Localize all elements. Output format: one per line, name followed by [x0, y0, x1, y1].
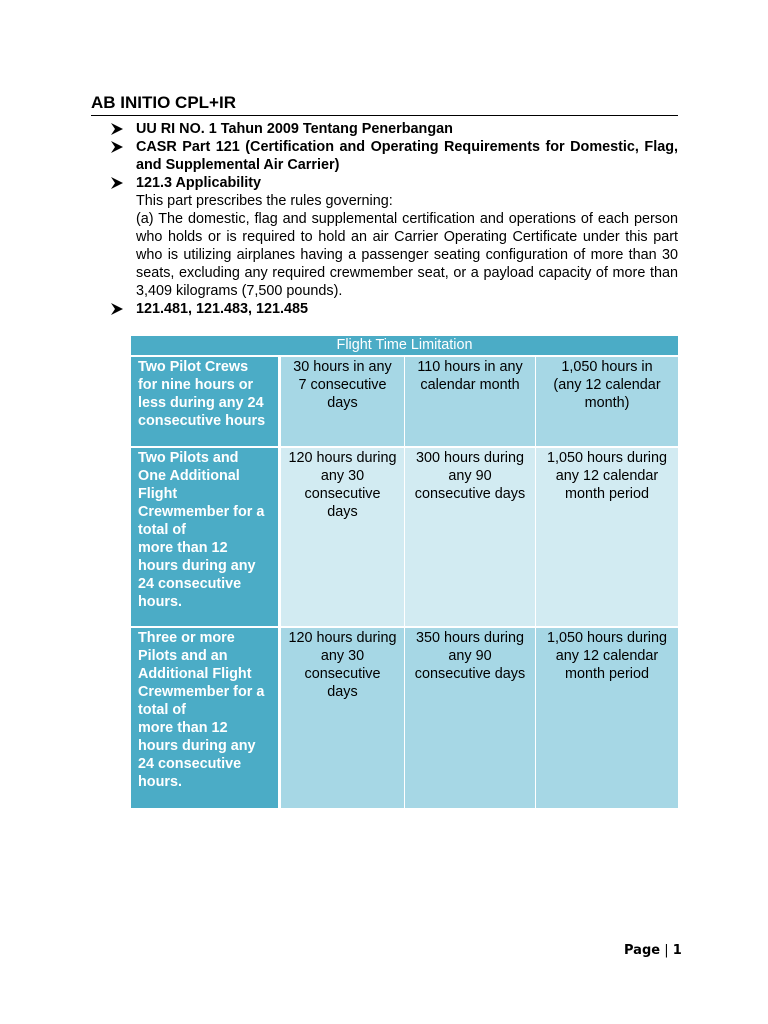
- row-header: Three or more Pilots and an Additional Flight Crewmember for a total of more than 12 hours during any 24 consecutive hours.: [131, 628, 281, 808]
- arrowhead-bullet-icon: [110, 303, 124, 315]
- table-row: [131, 357, 678, 448]
- table-cell: 1,050 hours during any 12 calendar month period: [536, 628, 678, 808]
- page-number: 1: [672, 943, 682, 958]
- list-item: [110, 174, 678, 300]
- bullet-text: CASR Part 121 (Certification and Operating Requirements for Domestic, Flag, and Supplemental Air Carrier): [136, 139, 678, 173]
- arrowhead-bullet-icon: [110, 123, 124, 135]
- document-title: AB INITIO CPL+IR: [91, 92, 678, 116]
- table-cell: 30 hours in any 7 consecutive days: [281, 357, 405, 448]
- table-cell: 1,050 hours during any 12 calendar month period: [536, 448, 678, 628]
- page-footer: [624, 941, 682, 961]
- table-cell: 350 hours during any 90 consecutive days: [405, 628, 536, 808]
- bullet-list: [110, 120, 678, 318]
- table-cell: 120 hours during any 30 consecutive days: [281, 628, 405, 808]
- row-header: Two Pilot Crews for nine hours or less during any 24 consecutive hours: [131, 357, 281, 448]
- table-cell: 1,050 hours in (any 12 calendar month): [536, 357, 678, 448]
- list-item: [110, 138, 678, 174]
- row-header: Two Pilots and One Additional Flight Crewmember for a total of more than 12 hours during any 24 consecutive hours.: [131, 448, 281, 628]
- bullet-text: UU RI NO. 1 Tahun 2009 Tentang Penerbangan: [136, 121, 453, 137]
- table-cell: 300 hours during any 90 consecutive days: [405, 448, 536, 628]
- arrowhead-bullet-icon: [110, 177, 124, 189]
- page-separator: |: [664, 943, 669, 958]
- table-caption: Flight Time Limitation: [131, 336, 678, 357]
- bullet-text: 121.481, 121.483, 121.485: [136, 301, 309, 317]
- section-body: (a) The domestic, flag and supplemental certification and operations of each person who holds or is required to hold an air Carrier Operating Certificate under this part who is utilizing airplanes having a passenger seating configuration of more than 30 seats, excluding any required crewmember seat, or a payload capacity of more than 3,409 kilograms (7,500 pounds).: [136, 211, 678, 299]
- page-label: Page: [624, 943, 661, 958]
- table-cell: 120 hours during any 30 consecutive days: [281, 448, 405, 628]
- flight-time-limitation-table: [131, 336, 678, 808]
- table-row: [131, 448, 678, 628]
- list-item: [110, 300, 678, 318]
- arrowhead-bullet-icon: [110, 141, 124, 153]
- section-intro: This part prescribes the rules governing:: [136, 193, 393, 209]
- table-row: [131, 628, 678, 808]
- list-item: [110, 120, 678, 138]
- table-cell: 110 hours in any calendar month: [405, 357, 536, 448]
- section-heading: 121.3 Applicability: [136, 175, 262, 191]
